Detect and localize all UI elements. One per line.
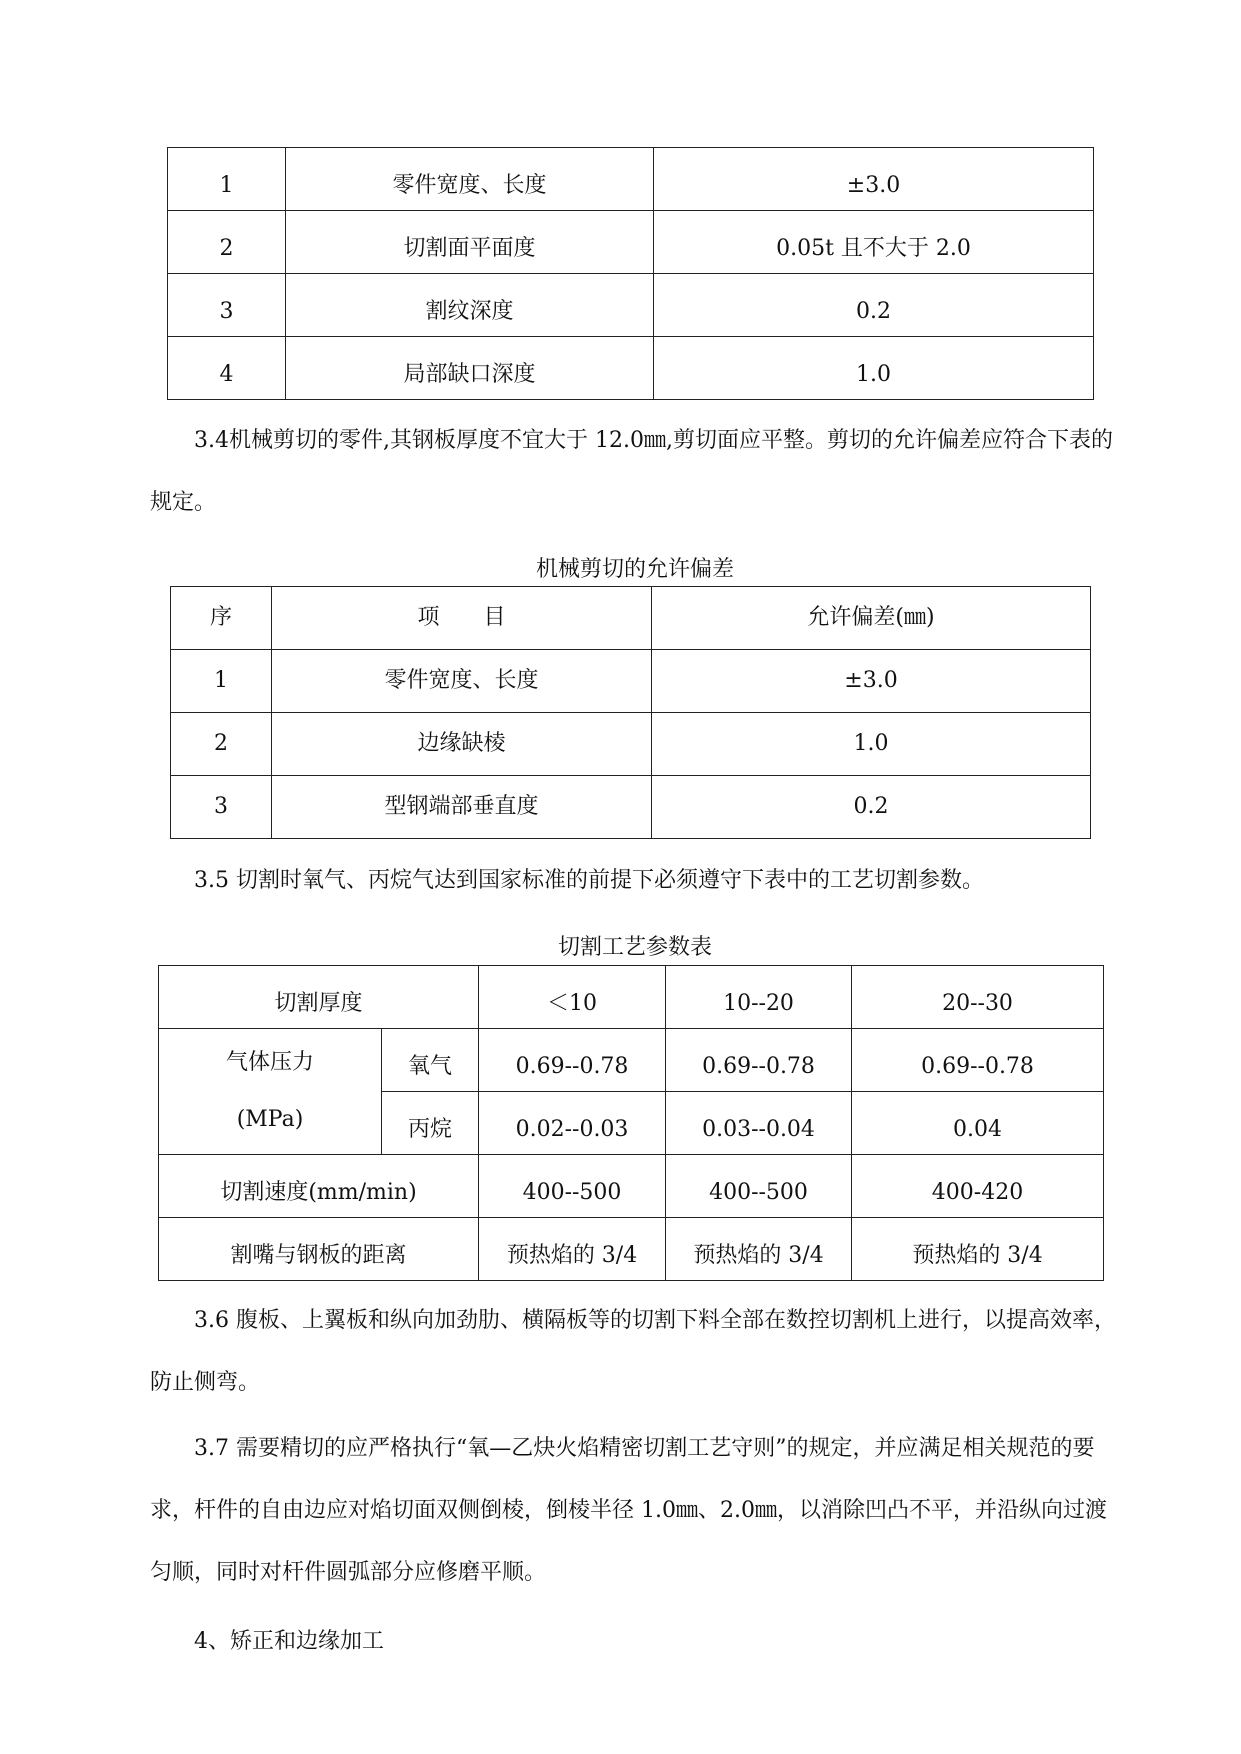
item-name: 切割面平面度 bbox=[286, 211, 654, 274]
item-name: 零件宽度、长度 bbox=[272, 650, 652, 713]
table3-caption: 切割工艺参数表 bbox=[557, 935, 712, 960]
paragraph-3-4: 3.4机械剪切的零件,其钢板厚度不宜大于 12.0㎜,剪切面应平整。剪切的允许偏差应符合下表的规定。 bbox=[150, 428, 1113, 515]
tolerance-value: ±3.0 bbox=[654, 148, 1094, 211]
item-name: 局部缺口深度 bbox=[286, 337, 654, 400]
item-name: 边缘缺棱 bbox=[272, 713, 652, 776]
shearing-tolerance-table bbox=[170, 586, 1091, 839]
table-row bbox=[159, 1029, 1104, 1092]
tolerance-value: 0.2 bbox=[654, 274, 1094, 337]
cutting-tolerance-table bbox=[167, 147, 1094, 400]
table-row bbox=[168, 148, 1094, 211]
gas-pressure-unit: (MPa) bbox=[236, 1106, 304, 1132]
gas-pressure-title: 气体压力 bbox=[225, 1050, 314, 1076]
propane-value: 0.03--0.04 bbox=[666, 1092, 852, 1155]
row-number: 1 bbox=[168, 148, 286, 211]
thickness-col-3: 20--30 bbox=[852, 966, 1104, 1029]
table-row bbox=[159, 1218, 1104, 1281]
row-number: 3 bbox=[168, 274, 286, 337]
oxygen-value: 0.69--0.78 bbox=[852, 1029, 1104, 1092]
speed-value: 400--500 bbox=[479, 1155, 666, 1218]
tolerance-value: 1.0 bbox=[654, 337, 1094, 400]
distance-value: 预热焰的 3/4 bbox=[479, 1218, 666, 1281]
row-number: 3 bbox=[171, 776, 272, 839]
speed-value: 400--500 bbox=[666, 1155, 852, 1218]
cutting-parameter-table bbox=[158, 965, 1104, 1281]
item-name: 型钢端部垂直度 bbox=[272, 776, 652, 839]
header-tolerance: 允许偏差(㎜) bbox=[652, 587, 1091, 650]
item-name: 零件宽度、长度 bbox=[286, 148, 654, 211]
row-number: 4 bbox=[168, 337, 286, 400]
propane-label: 丙烷 bbox=[382, 1092, 479, 1155]
thickness-col-1: ＜10 bbox=[479, 966, 666, 1029]
speed-label: 切割速度(mm/min) bbox=[159, 1155, 479, 1218]
distance-value: 预热焰的 3/4 bbox=[852, 1218, 1104, 1281]
paragraph-3-7: 3.7 需要精切的应严格执行“氧—乙炔火焰精密切割工艺守则”的规定，并应满足相关规范的要求，杆件的自由边应对焰切面双侧倒棱，倒棱半径 1.0㎜、2.0㎜，以消除凹凸不平，并沿纵向过渡匀顺，同时对杆件圆弧部分应修磨平顺。 bbox=[150, 1436, 1107, 1585]
row-number: 2 bbox=[168, 211, 286, 274]
item-name: 割纹深度 bbox=[286, 274, 654, 337]
table-row bbox=[171, 650, 1091, 713]
oxygen-label: 氧气 bbox=[382, 1029, 479, 1092]
table-header-row bbox=[171, 587, 1091, 650]
paragraph-3-5: 3.5 切割时氧气、丙烷气达到国家标准的前提下必须遵守下表中的工艺切割参数。 bbox=[194, 868, 984, 893]
table-row bbox=[171, 713, 1091, 776]
distance-value: 预热焰的 3/4 bbox=[666, 1218, 852, 1281]
tolerance-value: 0.05t 且不大于 2.0 bbox=[654, 211, 1094, 274]
table-row bbox=[159, 1155, 1104, 1218]
table-row bbox=[168, 211, 1094, 274]
paragraph-3-6: 3.6 腹板、上翼板和纵向加劲肋、横隔板等的切割下料全部在数控切割机上进行，以提高效率，防止侧弯。 bbox=[150, 1308, 1116, 1395]
table-header-row bbox=[159, 966, 1104, 1029]
gas-pressure-label bbox=[159, 1029, 382, 1155]
row-number: 2 bbox=[171, 713, 272, 776]
oxygen-value: 0.69--0.78 bbox=[666, 1029, 852, 1092]
header-no: 序 bbox=[171, 587, 272, 650]
table-row bbox=[171, 776, 1091, 839]
oxygen-value: 0.69--0.78 bbox=[479, 1029, 666, 1092]
propane-value: 0.02--0.03 bbox=[479, 1092, 666, 1155]
table2-caption: 机械剪切的允许偏差 bbox=[535, 557, 734, 582]
tolerance-value: ±3.0 bbox=[652, 650, 1091, 713]
tolerance-value: 0.2 bbox=[652, 776, 1091, 839]
row-number: 1 bbox=[171, 650, 272, 713]
section-heading-4: 4、矫正和边缘加工 bbox=[194, 1629, 384, 1654]
table-row bbox=[168, 337, 1094, 400]
table-row bbox=[168, 274, 1094, 337]
propane-value: 0.04 bbox=[852, 1092, 1104, 1155]
thickness-label: 切割厚度 bbox=[159, 966, 479, 1029]
thickness-col-2: 10--20 bbox=[666, 966, 852, 1029]
tolerance-value: 1.0 bbox=[652, 713, 1091, 776]
speed-value: 400-420 bbox=[852, 1155, 1104, 1218]
distance-label: 割嘴与钢板的距离 bbox=[159, 1218, 479, 1281]
header-item: 项 目 bbox=[272, 587, 652, 650]
